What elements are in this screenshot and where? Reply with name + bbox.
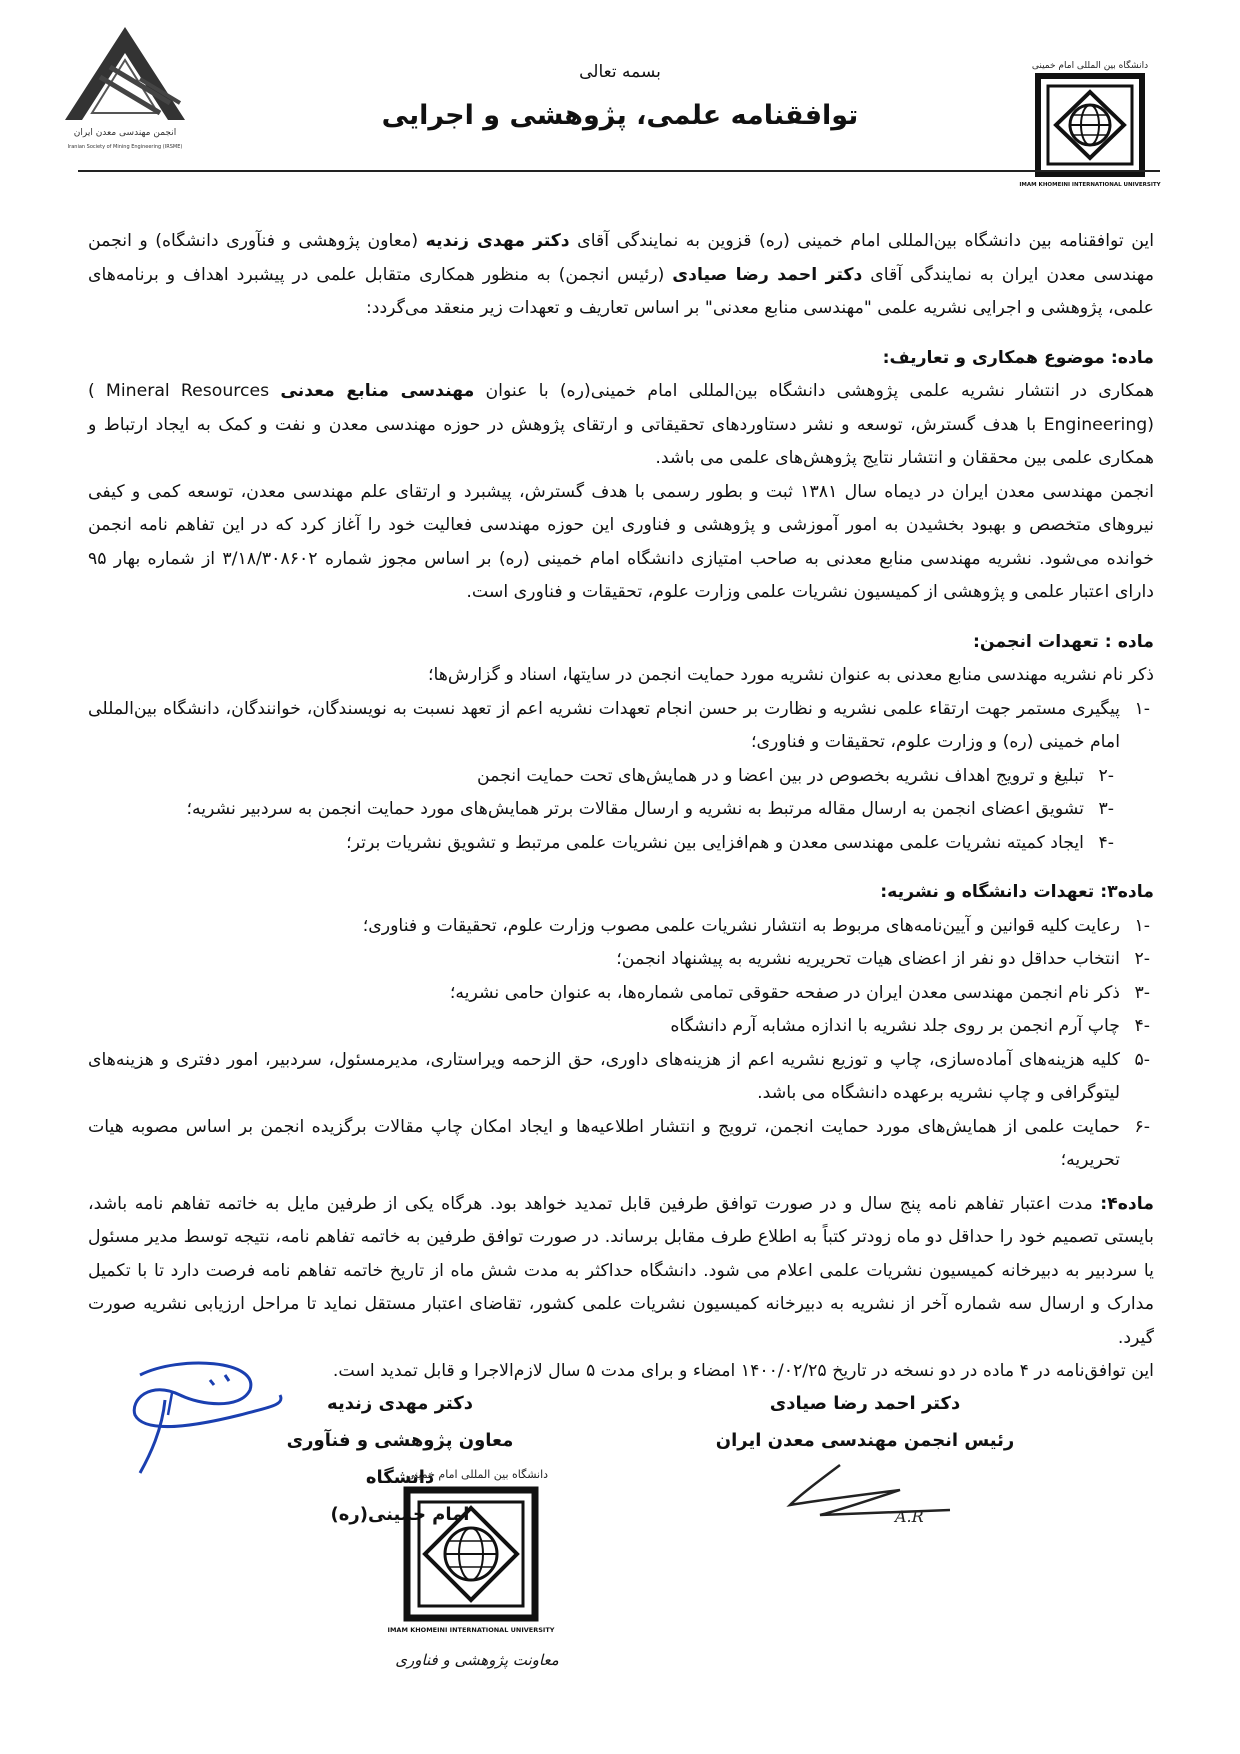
representative-1: دکتر مهدی زندیه <box>425 231 570 251</box>
list-item: -۶ حمایت علمی از همایش‌های مورد حمایت انجمن، ترویج و انتشار اطلاعیه‌ها و ایجاد امکان چاپ مقالات برگزیده انجمن بر اساس مصوبه هیات تحریریه؛ <box>88 1116 1150 1170</box>
university-stamp <box>387 1468 560 1680</box>
stamp-top-text: دانشگاه بین المللی امام خمینی <box>405 1468 549 1481</box>
university-logo <box>1020 50 1160 200</box>
handwritten-signature-left <box>110 1355 290 1485</box>
document-title: توافقنامه علمی، پژوهشی و اجرایی <box>381 100 859 131</box>
signature-block-society <box>700 1385 1030 1459</box>
list-item: -۵ کلیه هزینه‌های آماده‌سازی، چاپ و توزیع نشریه اعم از هزینه‌های داوری، حق الزحمه ویراستاری، مدیرمسئول، سردبیر، امور دفتری و هزینه‌های لیتوگرافی و چاپ نشریه برعهده دانشگاه می باشد. <box>88 1049 1150 1103</box>
intro-part1: این توافقنامه بین دانشگاه بین‌المللی امام خمینی (ره) قزوین به نمایندگی آقای <box>569 231 1154 251</box>
university-logo-caption: دانشگاه بین المللی امام خمینی <box>1031 61 1149 71</box>
list-item: -۳ ذکر نام انجمن مهندسی معدن ایران در صفحه حقوقی تمامی شماره‌ها، به عنوان حامی نشریه؛ <box>449 982 1150 1003</box>
section4-heading: ماده۴: <box>1100 1193 1154 1214</box>
signer-name: دکتر احمد رضا صیادی <box>769 1393 961 1414</box>
list-item: -۱ رعایت کلیه قوانین و آیین‌نامه‌های مربوط به انتشار نشریات علمی مصوب وزارت علوم، تحقیقات و فناوری؛ <box>362 915 1150 936</box>
section1-p1-a: همکاری در انتشار نشریه علمی پژوهشی دانشگاه بین‌المللی امام خمینی(ره) با عنوان <box>474 381 1154 401</box>
section3-heading: ماده۳: تعهدات دانشگاه و نشریه: <box>880 882 1154 902</box>
intro-part2: (معاون پژوهشی و فنآوری دانشگاه) و انجمن مهندسی معدن ایران به نمایندگی آقای <box>88 231 1154 285</box>
handwritten-signature-right <box>780 1460 970 1530</box>
section1-paragraph2: انجمن مهندسی معدن ایران در دیماه سال ۱۳۸۱ ثبت و بطور رسمی با هدف گسترش، پیشبرد و ارتقای علم مهندسی معدن، توسعه کمی و کیفی نیروهای متخصص و بهبود بخشیدن به امور آموزشی و پژوهشی و فناوری این حوزه مهندسی فعالیت خود را آغاز کرد که در این تفاهم نامه انجمن خوانده می‌شود. نشریه مهندسی منابع معدنی به صاحب امتیازی دانشگاه امام خمینی (ره) بر اساس مجوز شماره ۳/۱۸/۳۰۸۶۰۲ از شماره بهار ۹۵ دارای اعتبار علمی و پژوهشی از کمیسیون نشریات علمی وزارت علوم، تحقیقات و فناوری است. <box>88 481 1154 602</box>
list-item: -۳ تشویق اعضای انجمن به ارسال مقاله مرتبط به نشریه و ارسال مقالات برتر همایش‌های مورد حمایت انجمن به سردبیر نشریه؛ <box>186 799 1114 819</box>
signer-role: رئیس انجمن مهندسی معدن ایران <box>715 1430 1015 1451</box>
section1-paragraph1 <box>88 375 1154 476</box>
list-item: -۲ انتخاب حداقل دو نفر از اعضای هیات تحریریه نشریه به پیشنهاد انجمن؛ <box>616 949 1150 969</box>
signer-initials: A.R <box>895 1507 924 1526</box>
journal-name: مهندسی منابع معدنی <box>280 381 475 401</box>
section2-preamble: ذکر نام نشریه مهندسی منابع معدنی به عنوان نشریه مورد حمایت انجمن در سایتها، اسناد و گزارش‌ها؛ <box>428 665 1154 685</box>
list-item: -۴ چاپ آرم انجمن بر روی جلد نشریه با اندازه مشابه آرم دانشگاه <box>670 1016 1150 1036</box>
closing-paragraph: این توافق‌نامه در ۴ ماده در دو نسخه در تاریخ ۱۴۰۰/۰۲/۲۵ امضاء و برای مدت ۵ سال لازم‌الاجرا و قابل تمدید است. <box>332 1361 1154 1381</box>
stamp-bottom-text: معاونت پژوهشی و فناوری <box>395 1651 559 1669</box>
stamp-en-text: IMAM KHOMEINI INTERNATIONAL UNIVERSITY <box>387 1626 555 1634</box>
signer-name: دکتر مهدی زندیه <box>327 1393 473 1414</box>
signer-org: امام خمینی(ره) <box>330 1504 470 1525</box>
bismillah: بسمه تعالی <box>579 62 661 82</box>
intro-paragraph <box>88 225 1154 326</box>
header-divider <box>78 170 1160 172</box>
agreement-body <box>88 225 1154 1389</box>
header <box>80 40 1160 170</box>
list-item: -۱ پیگیری مستمر جهت ارتقاء علمی نشریه و نظارت بر حسن انجام تعهدات نشریه اعم از تعهد نسبت به نویسندگان، خوانندگان، دانشگاه بین‌المللی امام خمینی (ره) و وزارت علوم، تحقیقات و فناوری؛ <box>88 698 1150 752</box>
list-item: -۲ تبلیغ و ترویج اهداف نشریه بخصوص در بین اعضا و در همایش‌های تحت حمایت انجمن <box>476 765 1114 786</box>
mining-logo-subcaption: Iranian Society of Mining Engineering (IRSME) <box>67 144 183 150</box>
section1-p1-b: با هدف گسترش، توسعه و نشر دستاوردهای تحقیقاتی و ارتقای پژوهش در حوزه مهندسی معدن و نفت و کمک به ایجاد ارتباط و همکاری علمی بین محققان و انتشار نتایج پژوهش‌های علمی می باشد. <box>88 414 1154 468</box>
section4-paragraph <box>88 1188 1154 1356</box>
section3-list <box>88 910 1154 1178</box>
section2-heading: ماده : تعهدات انجمن: <box>972 631 1154 652</box>
signer-role: معاون پژوهشی و فنآوری دانشگاه <box>286 1430 514 1488</box>
section1-heading: ماده: موضوع همکاری و تعاریف: <box>882 347 1154 368</box>
list-item: -۴ ایجاد کمیته نشریات علمی مهندسی معدن و هم‌افزایی بین نشریات علمی مرتبط و تشویق نشریات برتر؛ <box>346 832 1114 853</box>
mining-society-logo <box>30 15 220 165</box>
intro-part3: (رئیس انجمن) به منظور همکاری متقابل علمی در پیشبرد اهداف و برنامه‌های علمی، پژوهشی و اجرایی نشریه علمی "مهندسی منابع معدنی" بر اساس تعاریف و تعهدات زیر منعقد می‌گردد: <box>88 264 1154 318</box>
representative-2: دکتر احمد رضا صیادی <box>672 264 863 285</box>
section2-list <box>88 693 1154 861</box>
journal-name-en: ( Mineral Resources Engineering) <box>88 381 1154 435</box>
section4-text: مدت اعتبار تفاهم نامه پنج سال و در صورت توافق طرفین قابل تمدید خواهد بود. هرگاه یکی از طرفین مایل به خاتمه تفاهم نامه باشد، بایستی تصمیم خود را حداقل دو ماه زودتر کتباً به اطلاع طرف مقابل برساند. در صورت توافق طرفین به خاتمه تفاهم نامه، نتیجه توسط مدیر مسئول یا سردبیر به دبیرخانه کمیسیون نشریات علمی اعلام می شود. دانشگاه حداکثر به مدت شش ماه از تاریخ خاتمه تفاهم نامه فرصت دارد تا با تکمیل مدارک و ارسال سه شماره آخر از نشریه به دبیرخانه کمیسیون نشریات علمی کشور، تقاضای اعتبار مستقل نماید تا مراحل ارزیابی نشریه صورت گیرد. <box>88 1193 1154 1348</box>
mining-logo-caption: انجمن مهندسی معدن ایران <box>73 128 177 138</box>
university-logo-subcaption: IMAM KHOMEINI INTERNATIONAL UNIVERSITY <box>1019 182 1161 188</box>
